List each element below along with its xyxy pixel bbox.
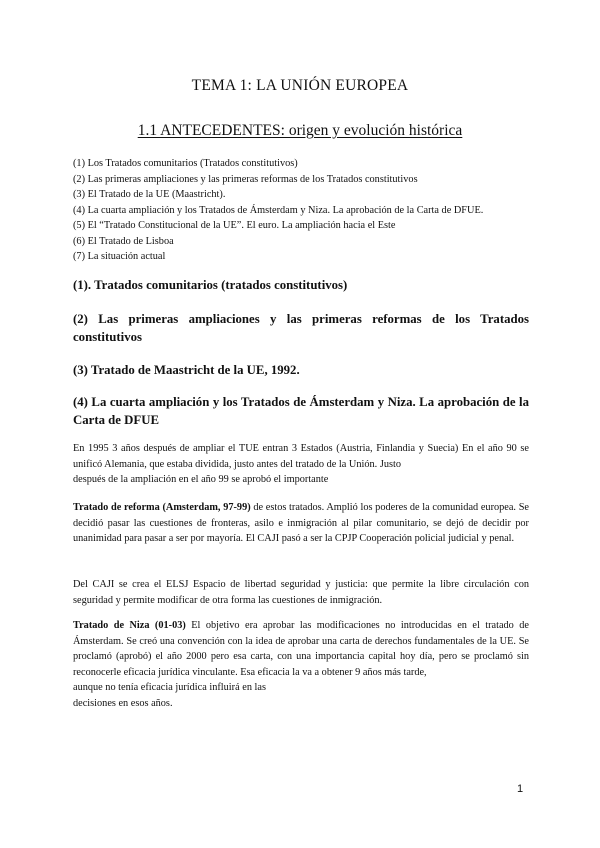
toc-item: (2) Las primeras ampliaciones y las primeras reformas de los Tratados constitutivos <box>73 173 418 185</box>
toc-item: (7) La situación actual <box>73 251 166 262</box>
toc-item: (4) La cuarta ampliación y los Tratados de Ámsterdam y Niza. La aprobación de la Carta de DFUE. <box>73 204 484 216</box>
heading-primeras-ampliaciones: (2) Las primeras ampliaciones y las primeras reformas de los Tratados constitutivos <box>73 312 529 344</box>
paragraph-elsj <box>73 577 529 608</box>
heading-cuarta-ampliacion: (4) La cuarta ampliación y los Tratados de Ámsterdam y Niza. La aprobación de la Carta de DFUE <box>73 395 529 427</box>
toc-item: (1) Los Tratados comunitarios (Tratados constitutivos) <box>73 158 298 169</box>
paragraph-1995 <box>73 441 529 488</box>
toc-item: (6) El Tratado de Lisboa <box>73 235 174 247</box>
paragraph-amsterdam <box>73 500 529 547</box>
heading-tratados-comunitarios: (1). Tratados comunitarios (tratados constitutivos) <box>73 278 348 292</box>
paragraph-niza <box>73 618 529 711</box>
paragraph-text: El objetivo era aprobar las modificaciones no introducidas en el tratado de Ámsterdam. Se creó una convención con la idea de aprobar una carta de derechos fundamentales de la UE. Se proclamó (aprobó) el año 2000 pero esa carta, con una importancia capital hoy día, pero se proclamó sin reconocerle eficacia jurídica vinculante. Esa eficacia la va a obtener 9 años más tarde, <box>73 620 529 678</box>
paragraph-text: En 1995 3 años después de ampliar el TUE entran 3 Estados (Austria, Finlandia y Suecia) En el año 90 se unificó Alemania, que estaba dividida, justo antes del tratado de la Unión. Justo <box>73 443 529 470</box>
paragraph-text: de estos tratados. Amplió los poderes de la comunidad europea. Se decidió pasar las cuestiones de fronteras, asilo e inmigración al pilar comunitario, se dejó de decidir por unanimidad para pasar a ser por mayoría. El CAJI pasó a ser la CPJP Cooperación policial judicial y penal. <box>73 502 529 544</box>
paragraph-lead: Tratado de Niza (01-03) <box>73 620 186 631</box>
toc-item: (5) El “Tratado Constitucional de la UE”. El euro. La ampliación hacia el Este <box>73 220 396 231</box>
paragraph-text: después de la ampliación en el año 99 se aprobó el importante <box>73 474 329 485</box>
section-title: 1.1 ANTECEDENTES: origen y evolución histórica <box>137 122 463 139</box>
page-title: TEMA 1: LA UNIÓN EUROPEA <box>191 77 409 94</box>
paragraph-text: Del CAJI se crea el ELSJ Espacio de libertad seguridad y justicia: que permite la libre circulación con seguridad y permite modificar de otra forma las cuestiones de inmigración. <box>73 579 529 606</box>
paragraph-lead: Tratado de reforma (Amsterdam, 97-99) <box>73 502 251 513</box>
page-number: 1 <box>517 783 524 795</box>
toc-item: (3) El Tratado de la UE (Maastricht). <box>73 189 226 200</box>
paragraph-text: decisiones en esos años. <box>73 697 173 709</box>
paragraph-text: aunque no tenía eficacia jurídica influirá en las <box>73 682 266 693</box>
heading-maastricht: (3) Tratado de Maastricht de la UE, 1992. <box>73 363 300 377</box>
table-of-contents <box>73 156 533 265</box>
